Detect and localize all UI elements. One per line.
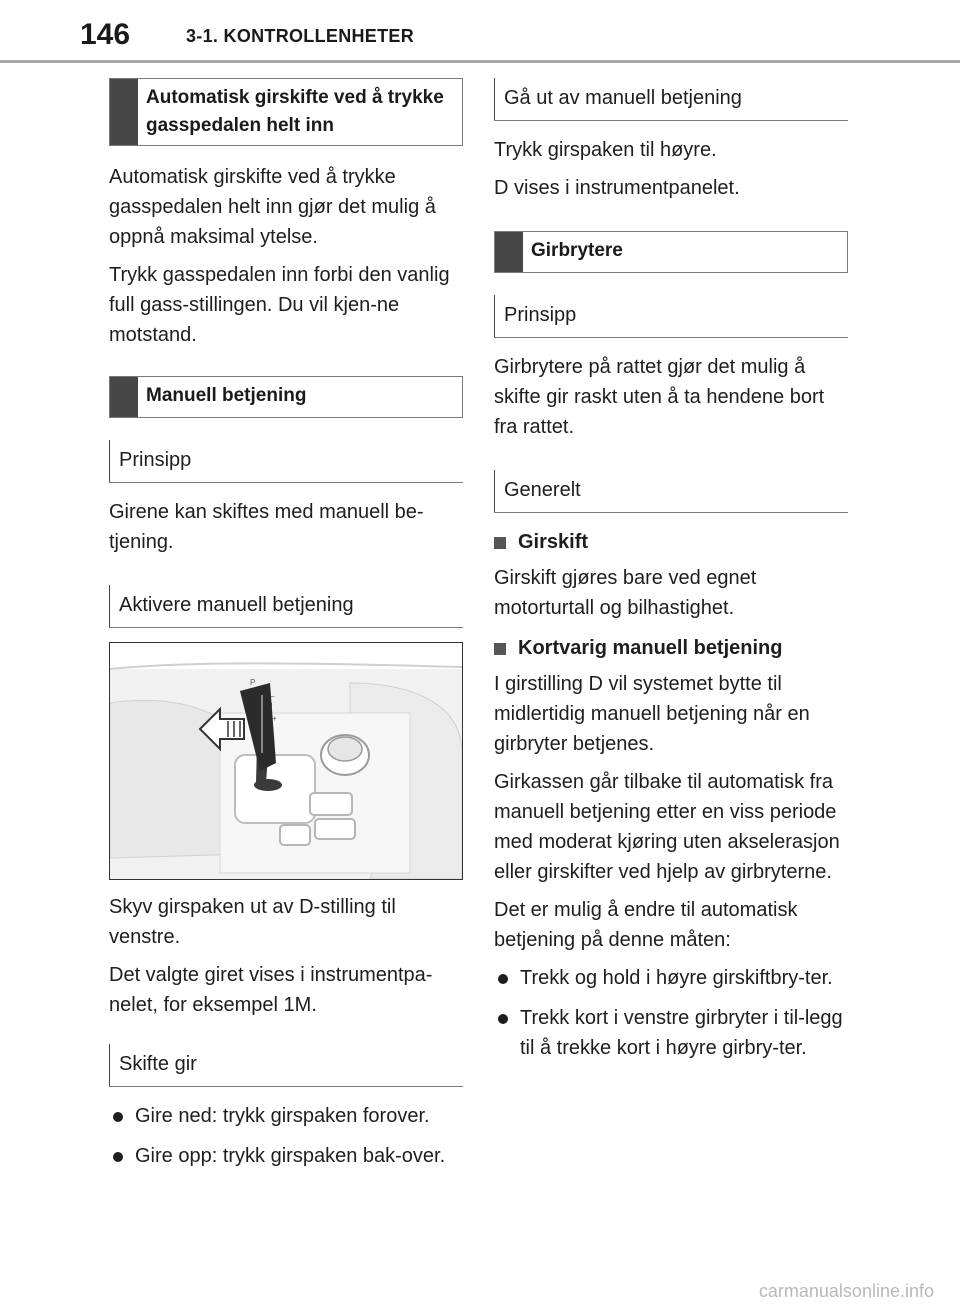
paragraph: Automatisk girskifte ved å trykke gasspedalen helt inn gjør det mulig å oppnå maksimal ytelse. — [109, 166, 436, 248]
right-column — [494, 78, 848, 1073]
heading-bar — [110, 79, 138, 145]
subheading-bar — [109, 1044, 110, 1086]
subheading-bar — [494, 470, 495, 512]
subheading-general — [494, 470, 848, 513]
subheading-title: Prinsipp — [119, 449, 192, 471]
paragraph: Det er mulig å endre til automatisk betjening på denne måten: — [494, 899, 798, 951]
bullet-icon — [113, 1112, 123, 1122]
page-header — [0, 0, 960, 62]
square-bullet-icon — [494, 537, 506, 549]
paragraph: I girstilling D vil systemet bytte til midlertidig manuell betjening når en girbryter betjenes. — [494, 673, 810, 755]
paragraph: Trykk gasspedalen inn forbi den vanlig full gass-stillingen. Du vil kjen-ne motstand. — [109, 264, 450, 346]
paragraph: Girkassen går tilbake til automatisk fra manuell betjening etter en viss periode med moderat kjøring uten akselerasjon eller girskifter ved hjelp av girbryterne. — [494, 771, 840, 883]
subheading-activate-manual — [109, 585, 463, 628]
gear-label-p: P — [250, 678, 256, 687]
left-column — [109, 78, 463, 1181]
subheading-shift-gear — [109, 1044, 463, 1087]
subsection-title: Girskift — [518, 531, 589, 553]
section-heading-manual — [109, 376, 463, 418]
paragraph: Skyv girspaken ut av D-stilling til venstre. — [109, 896, 396, 948]
section-title: Girbrytere — [531, 240, 623, 261]
subheading-principle — [494, 295, 848, 338]
subheading-title: Prinsipp — [504, 304, 577, 326]
subheading-exit-manual — [494, 78, 848, 121]
paragraph: D vises i instrumentpanelet. — [494, 177, 740, 199]
bullet-item — [494, 1003, 848, 1063]
gear-lever-illustration — [109, 642, 463, 880]
paragraph: Trykk girspaken til høyre. — [494, 139, 717, 161]
heading-bar — [110, 377, 138, 417]
paragraph: Girskift gjøres bare ved egnet motorturtall og bilhastighet. — [494, 567, 757, 619]
bullet-text: Trekk kort i venstre girbryter i til-legg til å trekke kort i høyre girbry-ter. — [520, 1007, 843, 1059]
bullet-text: Trekk og hold i høyre girskiftbry-ter. — [520, 967, 833, 989]
bullet-text: Gire opp: trykk girspaken bak-over. — [135, 1145, 446, 1167]
subheading-title: Skifte gir — [119, 1053, 197, 1075]
subheading-bar — [109, 440, 110, 482]
bullet-item — [109, 1141, 463, 1171]
subsection-title: Kortvarig manuell betjening — [518, 637, 783, 659]
subheading-bar — [494, 78, 495, 120]
subheading-title: Generelt — [504, 479, 581, 501]
section-heading-paddles — [494, 231, 848, 273]
paragraph: Girene kan skiftes med manuell be-tjening. — [109, 501, 424, 553]
square-bullet-icon — [494, 643, 506, 655]
subsection-heading — [494, 527, 848, 557]
watermark: carmanualsonline.info — [758, 1281, 934, 1301]
bullet-icon — [498, 974, 508, 984]
bullet-icon — [498, 1014, 508, 1024]
section-title: Manuell betjening — [146, 385, 307, 406]
paragraph: Girbrytere på rattet gjør det mulig å skifte gir raskt uten å ta hendene bort fra rattet. — [494, 356, 825, 438]
bullet-item — [494, 963, 848, 993]
gear-label-minus: − — [270, 692, 275, 701]
subheading-bar — [109, 585, 110, 627]
page-number: 146 — [80, 18, 131, 51]
header-divider — [0, 60, 960, 63]
section-title: Automatisk girskifte ved å trykke gasspedalen helt inn — [146, 87, 444, 136]
subheading-principle — [109, 440, 463, 483]
section-heading-auto-kickdown — [109, 78, 463, 146]
paragraph: Det valgte giret vises i instrumentpa-nelet, for eksempel 1M. — [109, 964, 433, 1016]
heading-bar — [495, 232, 523, 272]
bullet-item — [109, 1101, 463, 1131]
subsection-heading — [494, 633, 848, 663]
gear-label-plus: + — [272, 714, 277, 723]
bullet-text: Gire ned: trykk girspaken forover. — [135, 1105, 430, 1127]
subheading-title: Gå ut av manuell betjening — [504, 87, 742, 109]
bullet-icon — [113, 1152, 123, 1162]
subheading-bar — [494, 295, 495, 337]
chapter-title: 3-1. KONTROLLENHETER — [186, 26, 415, 46]
subheading-title: Aktivere manuell betjening — [119, 594, 354, 616]
